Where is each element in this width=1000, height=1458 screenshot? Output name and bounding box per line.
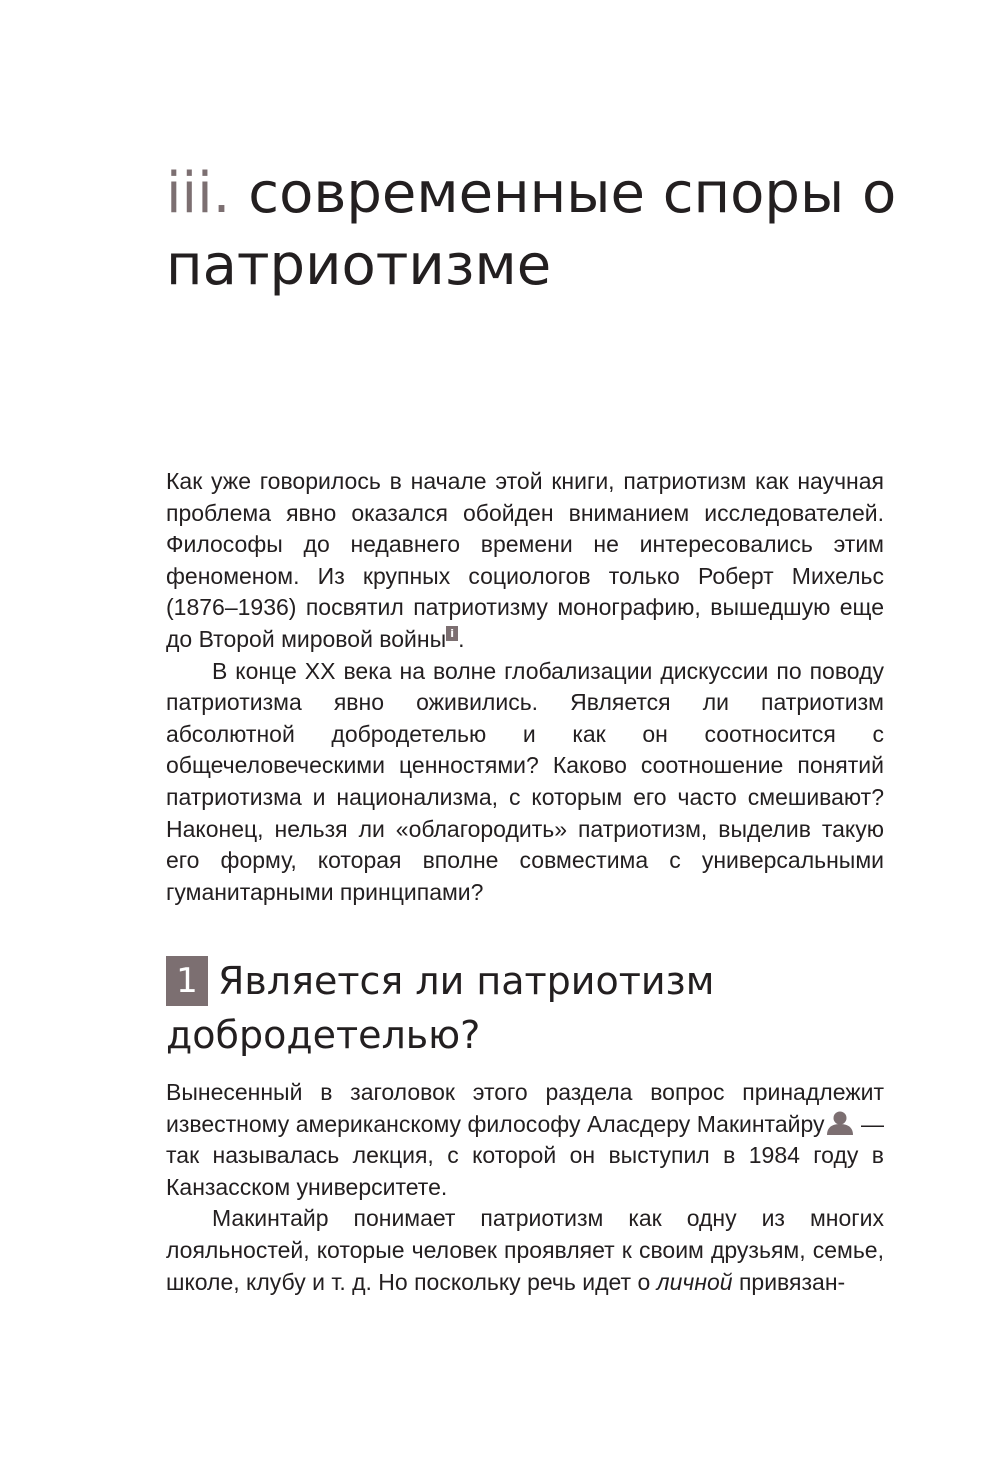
chapter-number: iii. [166, 161, 231, 226]
intro-text [166, 466, 884, 908]
section-paragraph-1-end: — так называлась лекция, с которой он выступил в 1984 году в Канзасском университете. [166, 1110, 885, 1200]
section-paragraph-2-start: Макинтайр понимает патриотизм как одну из многих лояльностей, которые человек проявляет к своим друзьям, семье, школе, клубу и т. д. Но поскольку речь идет о [166, 1205, 884, 1295]
section-number: 1 [166, 956, 208, 1006]
info-note-icon[interactable]: i [446, 626, 458, 641]
section-paragraph-1 [166, 1077, 884, 1203]
chapter-title-text: современные споры о патриотизме [166, 161, 897, 298]
section-heading [166, 954, 884, 1062]
intro-paragraph-1-end: . [458, 625, 465, 652]
intro-paragraph-1-text: Как уже говорилось в начале этой книги, патриотизм как научная проблема явно оказался обойден вниманием исследователей. Философы до недавнего времени не интересовались этим феноменом. Из крупных социологов только Роберт Михельс (1876–1936) посвятил патриотизму монографию, вышедшую еще до Второй мировой войны [166, 468, 884, 652]
section-text [166, 1077, 884, 1298]
section-paragraph-1-start: Вынесенный в заголовок этого раздела вопрос принадлежит известному американскому философу Аласдеру Макинтайру [166, 1079, 884, 1137]
intro-paragraph-1 [166, 466, 884, 656]
person-icon[interactable] [825, 1110, 855, 1136]
section-title: Является ли патриотизм добродетелью? [166, 959, 715, 1057]
section-paragraph-2 [166, 1203, 884, 1298]
section-paragraph-2-emphasis: личной [656, 1268, 733, 1295]
intro-paragraph-2: В конце XX века на волне глобализации дискуссии по поводу патриотизма явно оживились. Является ли патриотизм абсолютной добродетелью и как он соотносится с общечеловеческими ценностями? Каково соотношение понятий патриотизма и национализма, с которым его часто смешивают? Наконец, нельзя ли «облагородить» патриотизм, выделив такую его форму, которая вполне совместима с универсальными гуманитарными принципами? [166, 657, 884, 905]
chapter-title [166, 158, 926, 302]
section-paragraph-2-end: привязан- [732, 1268, 846, 1295]
